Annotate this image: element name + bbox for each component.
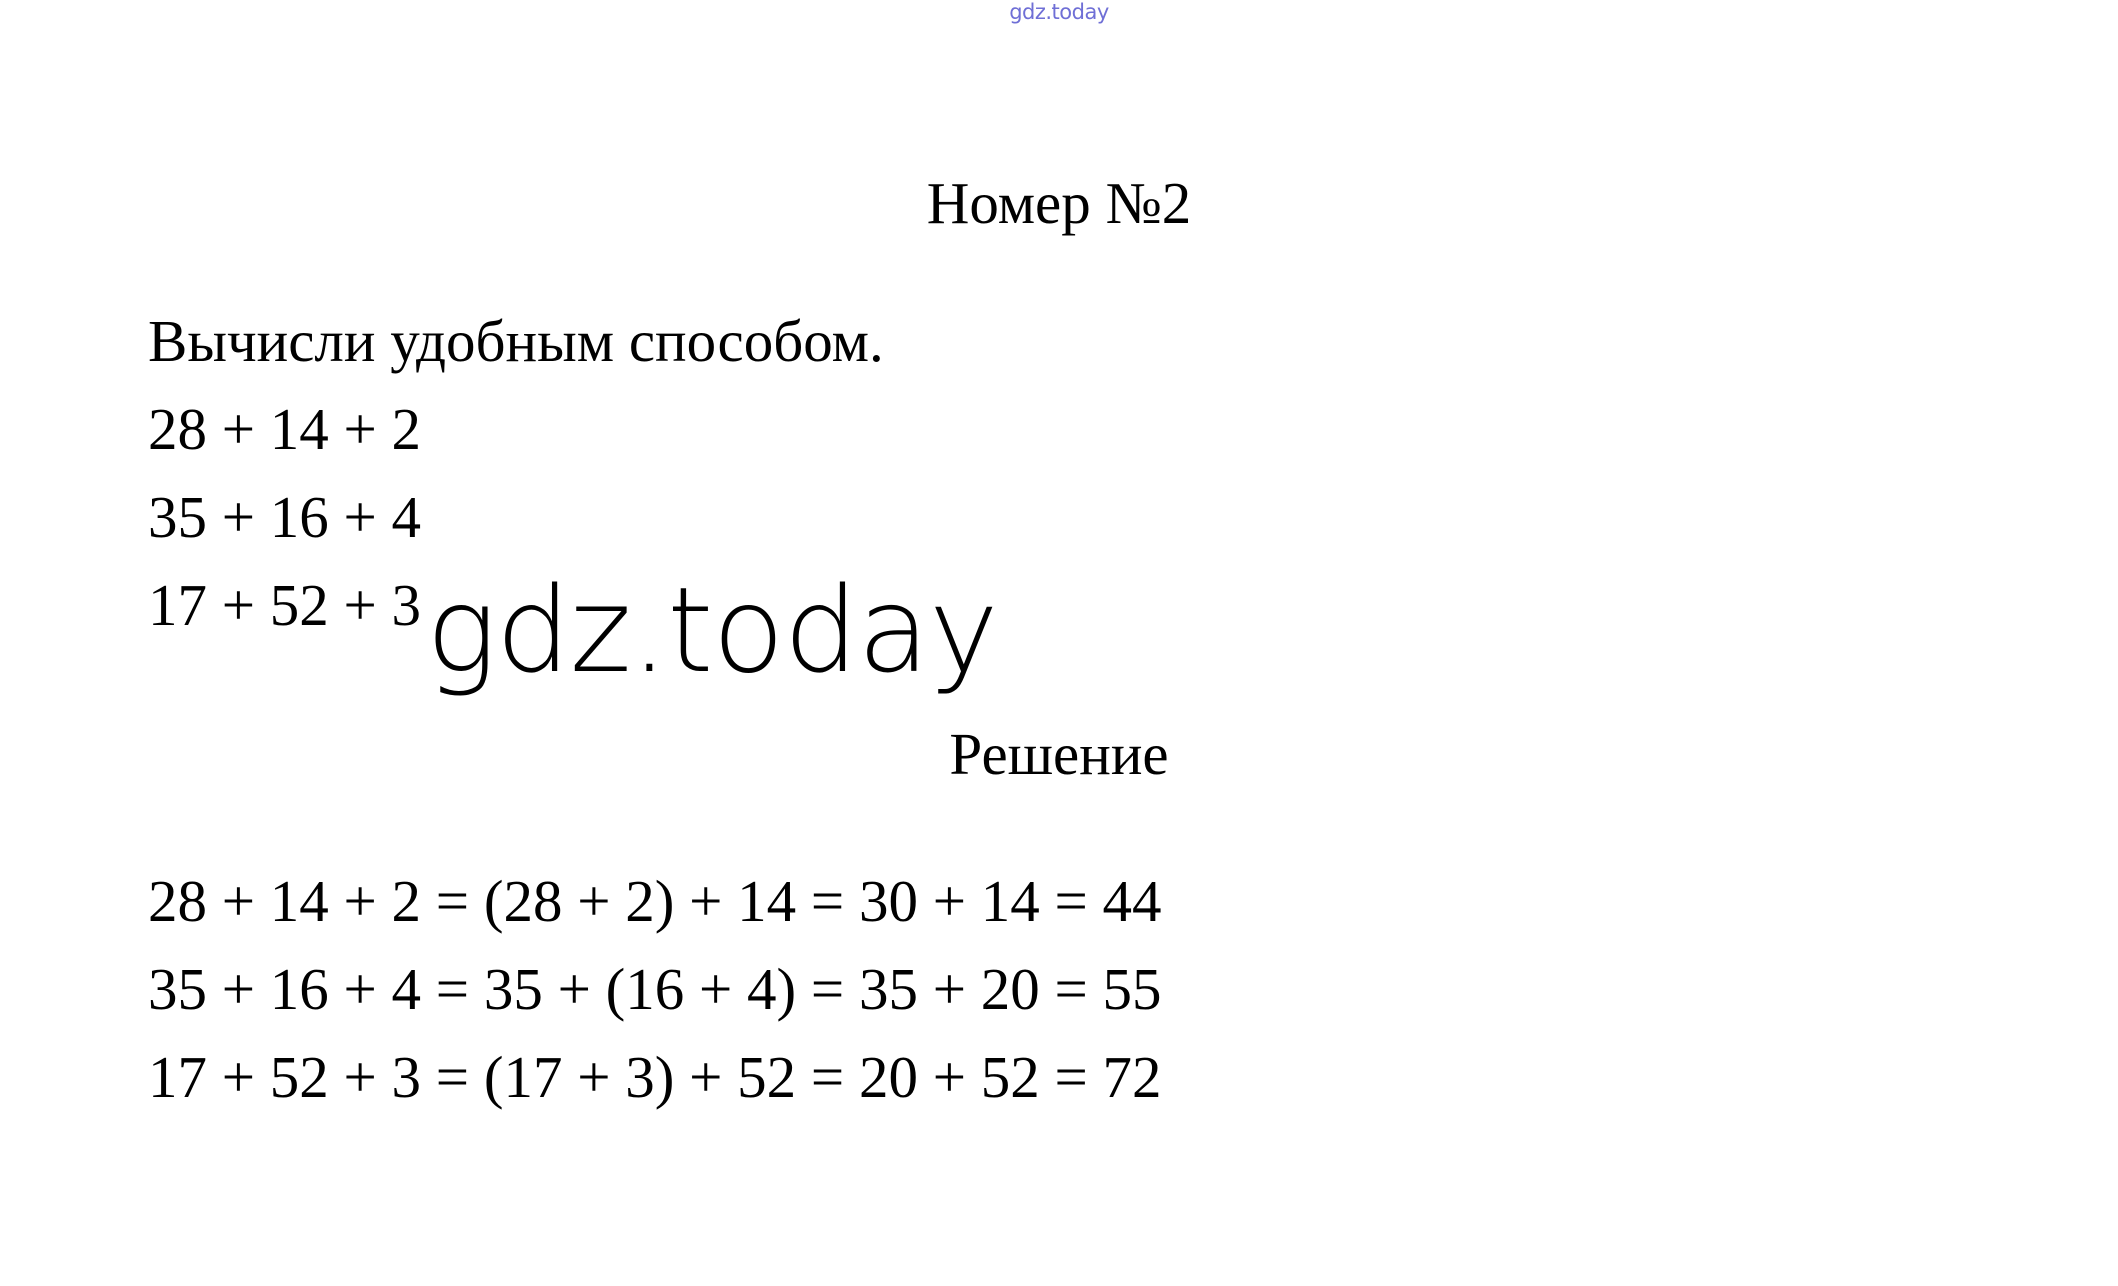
site-watermark: gdz.today bbox=[426, 561, 998, 699]
problem-expression: 28 + 14 + 2 bbox=[148, 396, 422, 462]
top-watermark: gdz.today bbox=[1009, 0, 1109, 24]
solution-title: Решение bbox=[949, 721, 1169, 787]
page-title: Номер №2 bbox=[926, 170, 1192, 236]
solution-line: 35 + 16 + 4 = 35 + (16 + 4) = 35 + 20 = 55 bbox=[148, 956, 1162, 1022]
problem-expression: 17 + 52 + 3 bbox=[148, 572, 422, 638]
problem-expression: 35 + 16 + 4 bbox=[148, 484, 422, 550]
problem-instruction: Вычисли удобным способом. bbox=[148, 308, 884, 374]
solution-line: 28 + 14 + 2 = (28 + 2) + 14 = 30 + 14 = 44 bbox=[148, 868, 1162, 934]
solution-line: 17 + 52 + 3 = (17 + 3) + 52 = 20 + 52 = 72 bbox=[148, 1044, 1162, 1110]
